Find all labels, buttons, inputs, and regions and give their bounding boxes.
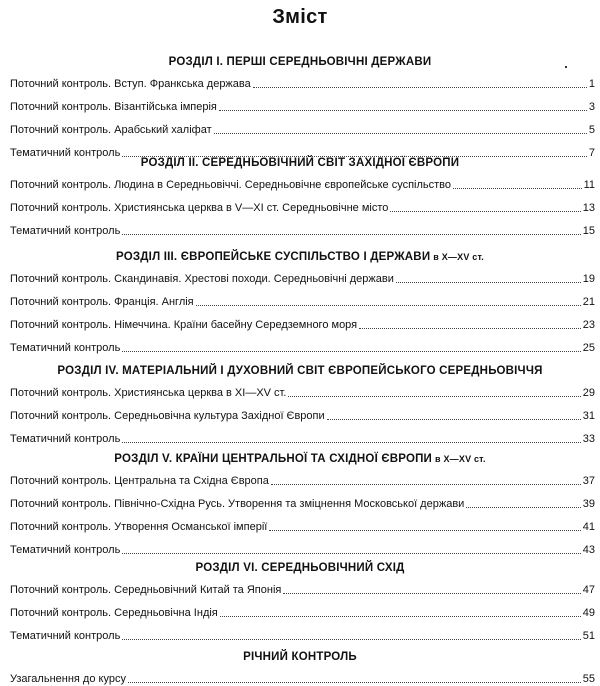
- section-heading-text: РОЗДІЛ IV. МАТЕРІАЛЬНИЙ І ДУХОВНИЙ СВІТ ЄВРОПЕЙСЬКОГО СЕРЕДНЬОВІЧЧЯ: [57, 365, 543, 377]
- toc-entry-page: 3: [588, 101, 595, 113]
- toc-entry: [10, 98, 595, 114]
- section-heading-text: РІЧНИЙ КОНТРОЛЬ: [243, 651, 357, 663]
- toc-entry-page: 21: [582, 296, 595, 308]
- dot-leader: [359, 328, 581, 329]
- dot-leader: [122, 351, 580, 352]
- toc-entry-title: Тематичний контроль: [10, 225, 121, 237]
- section-heading-suffix: в X—XV ст.: [435, 454, 486, 464]
- section-heading-text: РОЗДІЛ III. ЄВРОПЕЙСЬКЕ СУСПІЛЬСТВО І ДЕРЖАВИ: [116, 251, 431, 263]
- toc-entry-title: Поточний контроль. Утворення Османської імперії: [10, 521, 268, 533]
- toc-entry-page: 31: [582, 410, 595, 422]
- toc-entry-page: 33: [582, 433, 595, 445]
- section-heading: [0, 251, 600, 263]
- section-heading-text: РОЗДІЛ I. ПЕРШІ СЕРЕДНЬОВІЧНІ ДЕРЖАВИ: [168, 56, 432, 68]
- toc-entry-title: Тематичний контроль: [10, 544, 121, 556]
- toc-entry: [10, 270, 595, 286]
- toc-entry-page: 15: [582, 225, 595, 237]
- toc-entry-title: Тематичний контроль: [10, 342, 121, 354]
- toc-entry: [10, 495, 595, 511]
- section-heading-text: РОЗДІЛ VI. СЕРЕДНЬОВІЧНИЙ СХІД: [195, 562, 405, 574]
- toc-entry-title: Поточний контроль. Скандинавія. Хрестові походи. Середньовічні держави: [10, 273, 394, 285]
- section-heading: [0, 453, 600, 465]
- section-heading: [0, 651, 600, 663]
- toc-entry-page: 29: [582, 387, 595, 399]
- toc-entry-page: 1: [588, 78, 595, 90]
- toc-entry-title: Поточний контроль. Людина в Середньовіччі. Середньовічне європейське суспільство: [10, 179, 452, 191]
- toc-entry-page: 7: [588, 147, 595, 159]
- dot-leader: [122, 639, 580, 640]
- section-heading-suffix: в X—XV ст.: [433, 252, 484, 262]
- dot-leader: [466, 507, 580, 508]
- toc-entry: [10, 407, 595, 423]
- toc-entry-page: 41: [582, 521, 595, 533]
- dot-leader: [219, 110, 587, 111]
- toc-entry-page: 55: [582, 673, 595, 685]
- toc-entry-title: Поточний контроль. Вступ. Франкська держава: [10, 78, 251, 90]
- section-heading: [0, 157, 600, 169]
- section-heading-text: РОЗДІЛ II. СЕРЕДНЬОВІЧНИЙ СВІТ ЗАХІДНОЇ ЄВРОПИ: [140, 157, 460, 169]
- toc-entry-title: Поточний контроль. Середньовічна культура Західної Європи: [10, 410, 325, 422]
- dot-leader: [253, 87, 587, 88]
- toc-entry: [10, 627, 595, 643]
- toc-entry-title: Узагальнення до курсу: [10, 673, 126, 685]
- toc-entry: [10, 518, 595, 534]
- dot-leader: [396, 282, 581, 283]
- dot-leader: [128, 682, 581, 683]
- toc-entry-title: Поточний контроль. Християнська церква в V—XI ст. Середньовічне місто: [10, 202, 389, 214]
- toc-entry-title: Поточний контроль. Франція. Англія: [10, 296, 194, 308]
- toc-entry: [10, 339, 595, 355]
- toc-entry-title: Тематичний контроль: [10, 433, 121, 445]
- toc-entry-page: 37: [582, 475, 595, 487]
- toc-entry-page: 43: [582, 544, 595, 556]
- dot-leader: [390, 211, 580, 212]
- toc-entry: [10, 222, 595, 238]
- toc-entry-title: Поточний контроль. Християнська церква в XI—XV ст.: [10, 387, 287, 399]
- section-heading: [0, 562, 600, 574]
- toc-entry-page: 5: [588, 124, 595, 136]
- dot-leader: [283, 593, 580, 594]
- toc-entry-page: 39: [582, 498, 595, 510]
- section-heading-text: РОЗДІЛ V. КРАЇНИ ЦЕНТРАЛЬНОЇ ТА СХІДНОЇ ЄВРОПИ: [114, 453, 433, 465]
- toc-entry: [10, 430, 595, 446]
- toc-entry: [10, 176, 595, 192]
- dot-leader: [196, 305, 581, 306]
- section-heading: [0, 56, 600, 68]
- section-heading: [0, 365, 600, 377]
- dot-leader: [220, 616, 581, 617]
- page-title: Зміст: [272, 6, 328, 28]
- toc-entry-page: 25: [582, 342, 595, 354]
- toc-entry-title: Тематичний контроль: [10, 630, 121, 642]
- toc-entry-page: 19: [582, 273, 595, 285]
- toc-entry: [10, 604, 595, 620]
- toc-entry: [10, 384, 595, 400]
- toc-entry: [10, 581, 595, 597]
- toc-entry-title: Тематичний контроль: [10, 147, 121, 159]
- toc-entry: [10, 199, 595, 215]
- toc-entry-title: Поточний контроль. Середньовічна Індія: [10, 607, 218, 619]
- toc-entry-page: 23: [582, 319, 595, 331]
- dot-leader: [453, 188, 582, 189]
- dot-leader: [271, 484, 581, 485]
- toc-entry-title: Поточний контроль. Арабський халіфат: [10, 124, 212, 136]
- dot-leader: [269, 530, 580, 531]
- toc-entry: [10, 670, 595, 686]
- dot-leader: [327, 419, 581, 420]
- toc-entry-title: Поточний контроль. Середньовічний Китай та Японія: [10, 584, 282, 596]
- toc-entry-page: 49: [582, 607, 595, 619]
- toc-entry-page: 47: [582, 584, 595, 596]
- toc-entry-title: Поточний контроль. Німеччина. Країни басейну Середземного моря: [10, 319, 358, 331]
- toc-entry: [10, 541, 595, 557]
- toc-entry-page: 51: [582, 630, 595, 642]
- toc-entry-title: Поточний контроль. Центральна та Східна Європа: [10, 475, 269, 487]
- toc-entry: [10, 472, 595, 488]
- dot-leader: [288, 396, 580, 397]
- dot-leader: [122, 234, 580, 235]
- toc-entry: [10, 75, 595, 91]
- toc-entry-page: 13: [582, 202, 595, 214]
- toc-entry: [10, 121, 595, 137]
- toc-entry: [10, 316, 595, 332]
- dot-leader: [122, 553, 580, 554]
- toc-entry-title: Поточний контроль. Візантійська імперія: [10, 101, 217, 113]
- toc-entry: [10, 293, 595, 309]
- toc-entry-title: Поточний контроль. Північно-Східна Русь. Утворення та зміцнення Московської держави: [10, 498, 465, 510]
- dot-leader: [214, 133, 587, 134]
- toc-entry-page: 11: [583, 179, 595, 191]
- dot-leader: [122, 442, 580, 443]
